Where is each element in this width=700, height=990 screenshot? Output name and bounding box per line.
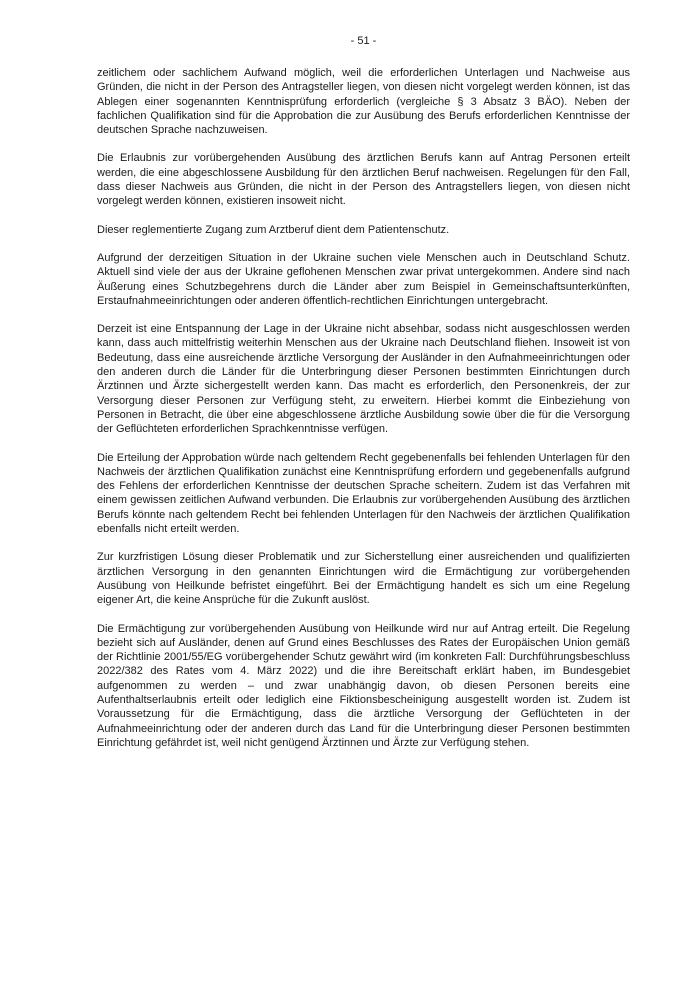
paragraph: Aufgrund der derzeitigen Situation in der Ukraine suchen viele Menschen auch in Deutschland Schutz. Aktuell sind viele der aus der Ukraine geflohenen Menschen zwar privat untergekommen. Andere sind nach Äußerung eines Schutzbegehrens durch die Länder aber zum Beispiel in Gemeinschaftsunterkünften, Erstaufnahmeeinrichtungen oder anderen öffentlich-rechtlichen Einrichtungen untergebracht.	[97, 251, 630, 307]
paragraph: Dieser reglementierte Zugang zum Arztberuf dient dem Patientenschutz.	[97, 223, 450, 236]
paragraph: Die Ermächtigung zur vorübergehenden Ausübung von Heilkunde wird nur auf Antrag erteilt. Die Regelung bezieht sich auf Ausländer, denen auf Grund eines Beschlusses des Rates der Europäischen Union gemäß der Richtlinie 2001/55/EG vorübergehender Schutz gewährt wird (im konkreten Fall: Durchführungsbeschluss 2022/382 des Rates vom 4. März 2022) und die ihre Bereitschaft erklärt haben, im Bundesgebiet aufgenommen zu werden – und zwar unabhängig davon, ob diesen Personen bereits eine Aufenthaltserlaubnis erteilt oder lediglich eine Fiktionsbescheinigung ausgestellt worden ist. Zudem ist Voraussetzung für die Ermächtigung, dass die ärztliche Versorgung der Geflüchteten in der Aufnahmeeinrichtung oder der anderen durch das Land für die Unterbringung dieser Personen bestimmten Einrichtung gefährdet ist, weil nicht genügend Ärztinnen und Ärzte zur Verfügung stehen.	[97, 622, 630, 749]
paragraph: Die Erteilung der Approbation würde nach geltendem Recht gegebenenfalls bei fehlenden Unterlagen für den Nachweis der ärztlichen Qualifikation zunächst eine Kenntnisprüfung erfordern und gegebenenfalls aufgrund des Fehlens der erforderlichen Kenntnisse der deutschen Sprache scheitern. Zudem ist das Verfahren mit einem gewissen zeitlichen Aufwand verbunden. Die Erlaubnis zur vorübergehenden Ausübung des ärztlichen Berufs könnte nach geltendem Recht bei fehlenden Unterlagen für den Nachweis der ärztlichen Qualifikation ebenfalls nicht erteilt werden.	[97, 451, 630, 536]
paragraph: Die Erlaubnis zur vorübergehenden Ausübung des ärztlichen Berufs kann auf Antrag Personen erteilt werden, die eine abgeschlossene Ausbildung für den ärztlichen Beruf nachweisen. Regelungen für den Fall, dass dieser Nachweis aus Gründen, die nicht in der Person des Antragstellers liegen, von diesen nicht vorgelegt werden können, existieren insoweit nicht.	[97, 152, 630, 208]
page-number: - 51 -	[350, 35, 377, 47]
paragraph: Zur kurzfristigen Lösung dieser Problematik und zur Sicherstellung einer ausreichenden und qualifizierten ärztlichen Versorgung in den genannten Einrichtungen wird die Ermächtigung zur vorübergehenden Ausübung von Heilkunde befristet eingeführt. Bei der Ermächtigung handelt es sich um eine Regelung eigener Art, die keine Ansprüche für die Zukunft auslöst.	[97, 551, 630, 607]
paragraph: Derzeit ist eine Entspannung der Lage in der Ukraine nicht absehbar, sodass nicht ausgeschlossen werden kann, dass auch mittelfristig weiterhin Menschen aus der Ukraine nach Deutschland fliehen. Insoweit ist von Bedeutung, dass eine ausreichende ärztliche Versorgung der Ausländer in den Aufnahmeeinrichtungen oder den anderen durch die Länder für die Unterbringung dieser Personen bestimmten Einrichtungen durch Ärztinnen und Ärzte sichergestellt werden kann. Das macht es erforderlich, den Personenkreis, der zur Versorgung dieser Personen zur Verfügung steht, zu erweitern. Hierbei kommt die Einbeziehung von Personen in Betracht, die über eine abgeschlossene ärztliche Ausbildung sowie über die für die Versorgung der Geflüchteten erforderlichen Sprachkenntnisse verfügen.	[97, 323, 630, 436]
paragraph: zeitlichem oder sachlichem Aufwand möglich, weil die erforderlichen Unterlagen und Nachweise aus Gründen, die nicht in der Person des Antragsteller liegen, von diesen nicht vorgelegt werden können, ist das Ablegen einer sogenannten Kenntnisprüfung erforderlich (vergleiche § 3 Absatz 3 BÄO). Neben der fachlichen Qualifikation sind für die Approbation die zur Ausübung des Berufs erforderlichen Kenntnisse der deutschen Sprache nachzuweisen.	[97, 67, 630, 137]
